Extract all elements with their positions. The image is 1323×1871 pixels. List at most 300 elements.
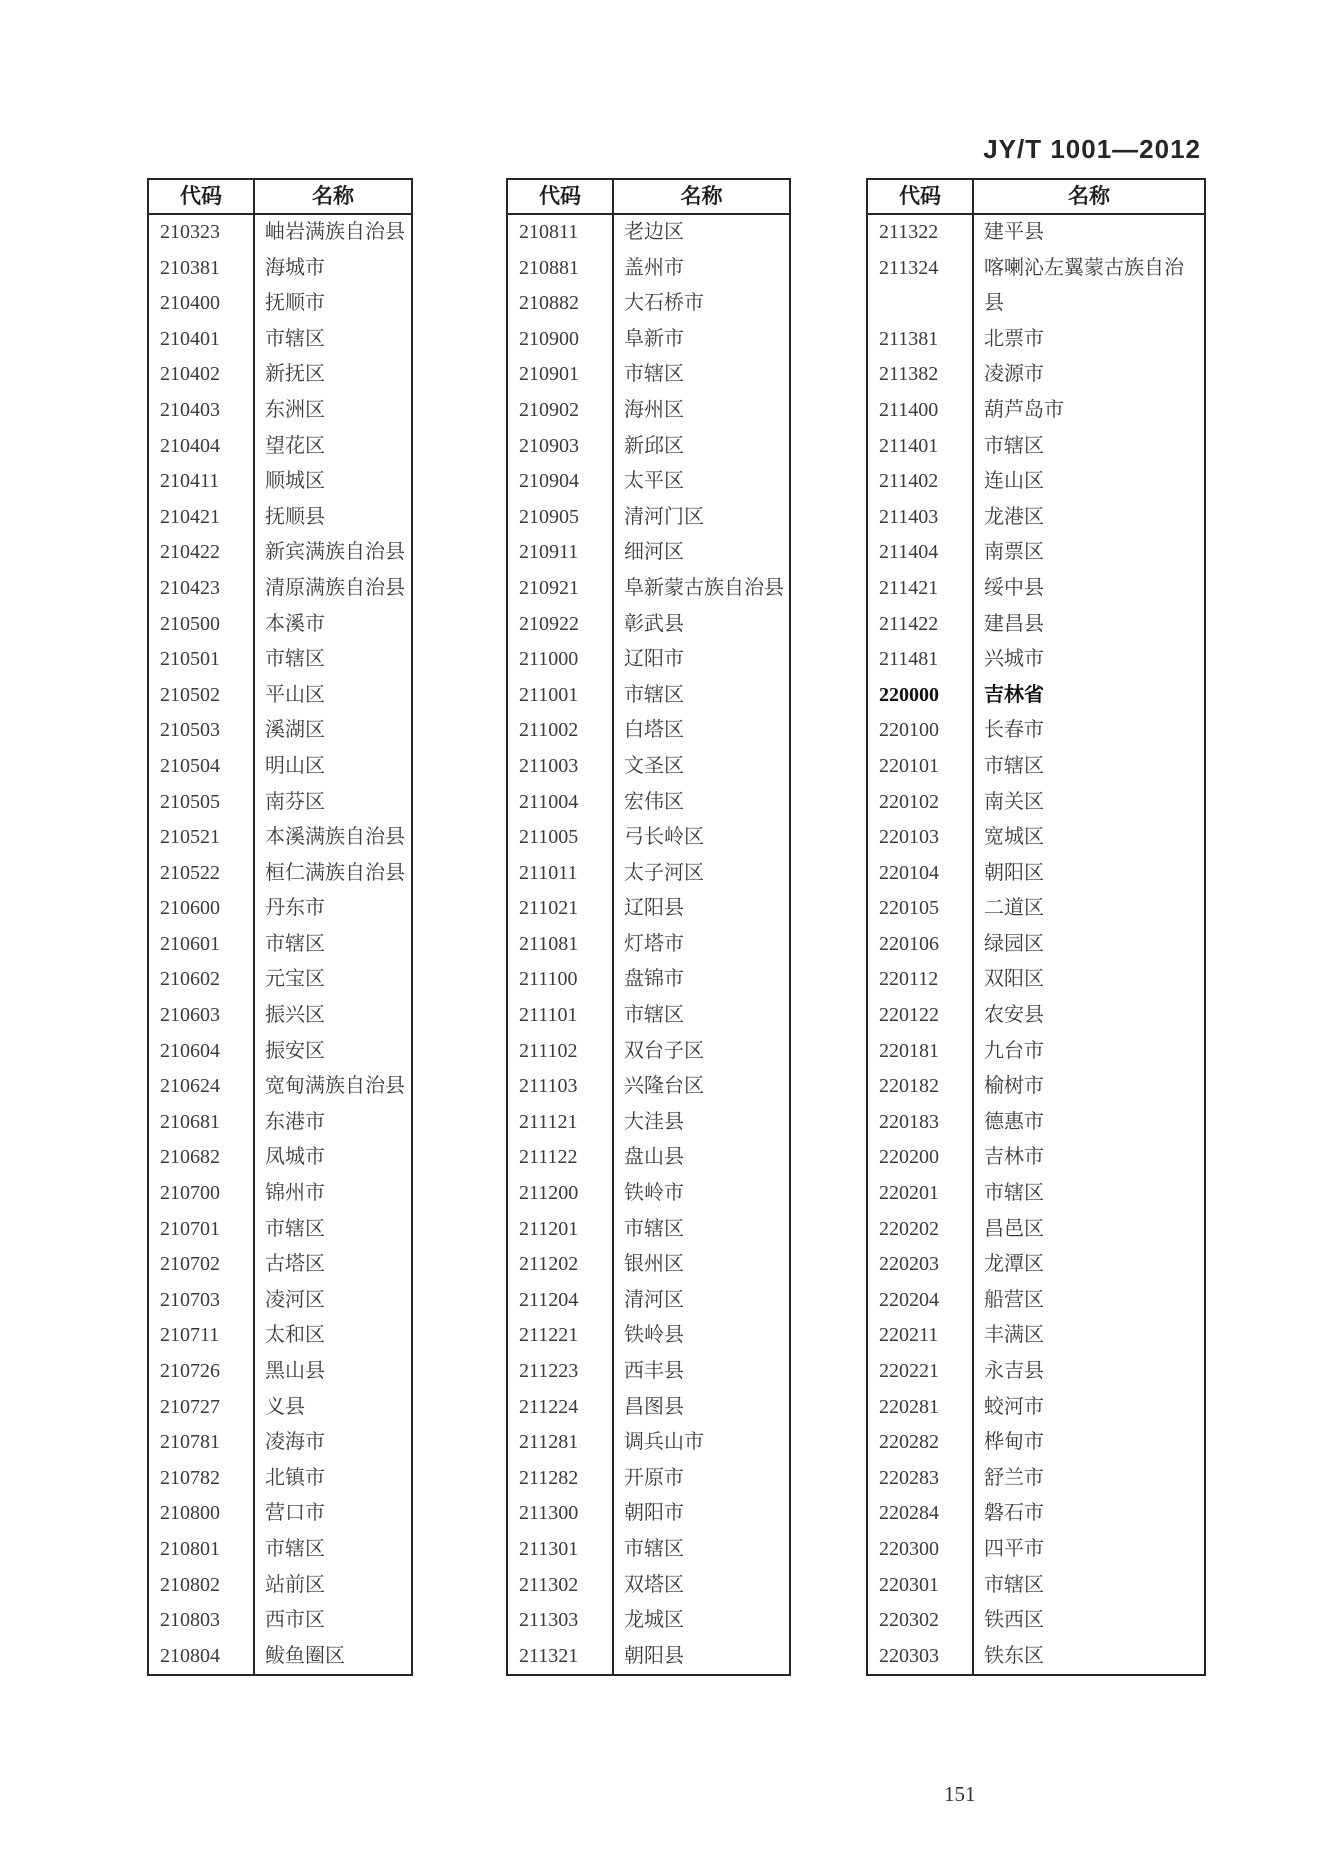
name-cell: 海州区 [624, 398, 684, 421]
code-cell: 210881 [508, 251, 614, 287]
name-cell: 宽城区 [984, 826, 1044, 849]
table-row [868, 607, 1204, 643]
name-cell: 黑山县 [265, 1360, 325, 1382]
table-row [508, 607, 789, 643]
name-cell: 喀喇沁左翼蒙古族自治县 [984, 256, 1184, 315]
code-cell: 210782 [149, 1461, 255, 1497]
name-cell: 义县 [265, 1395, 305, 1418]
code-cell: 211102 [508, 1034, 614, 1070]
table-row [149, 749, 411, 785]
table-row [149, 1568, 411, 1604]
table-row [868, 322, 1204, 358]
table-row [149, 357, 411, 393]
code-cell: 210411 [149, 464, 255, 500]
table-row [868, 1034, 1204, 1070]
code-cell: 211101 [508, 998, 614, 1034]
name-cell: 岫岩满族自治县 [265, 221, 405, 243]
table-row [868, 1069, 1204, 1105]
table-row [508, 1354, 789, 1390]
code-cell: 210503 [149, 713, 255, 749]
name-cell: 西丰县 [624, 1360, 684, 1382]
code-cell: 220104 [868, 856, 974, 892]
code-cell: 211421 [868, 571, 974, 607]
name-cell: 南关区 [984, 790, 1044, 813]
code-cell: 220106 [868, 927, 974, 963]
table-row [149, 607, 411, 643]
code-cell: 210803 [149, 1603, 255, 1639]
name-cell: 建平县 [984, 221, 1044, 243]
table-row [508, 1390, 789, 1426]
name-cell: 调兵山市 [624, 1431, 704, 1454]
code-cell: 211381 [868, 322, 974, 358]
name-cell: 明山区 [265, 754, 325, 777]
code-cell: 220200 [868, 1140, 974, 1176]
table-row [508, 1247, 789, 1283]
code-cell: 211404 [868, 535, 974, 571]
code-cell: 210703 [149, 1283, 255, 1319]
code-cell: 220122 [868, 998, 974, 1034]
name-cell: 桓仁满族自治县 [265, 861, 405, 884]
code-cell: 211281 [508, 1425, 614, 1461]
table-row [149, 500, 411, 536]
table-row [149, 1069, 411, 1105]
code-cell: 211004 [508, 785, 614, 821]
name-cell: 太子河区 [624, 861, 704, 884]
table-row [149, 215, 411, 251]
table-row [868, 1425, 1204, 1461]
name-cell: 昌图县 [624, 1395, 684, 1418]
code-cell: 211400 [868, 393, 974, 429]
code-cell: 210727 [149, 1390, 255, 1426]
name-cell: 盘山县 [624, 1146, 684, 1169]
code-cell: 211401 [868, 429, 974, 465]
table-row [149, 998, 411, 1034]
name-cell: 宽甸满族自治县 [265, 1075, 405, 1098]
name-cell: 磐石市 [984, 1502, 1044, 1525]
name-cell: 龙潭区 [984, 1253, 1044, 1276]
table-row [149, 251, 411, 287]
table-row [508, 1212, 789, 1248]
name-cell: 朝阳县 [624, 1644, 684, 1667]
name-cell: 四平市 [984, 1537, 1044, 1560]
code-cell: 210323 [149, 215, 255, 251]
name-column-header: 名称 [680, 185, 723, 208]
code-cell: 211324 [868, 251, 974, 322]
table-row [868, 856, 1204, 892]
name-cell: 铁西区 [984, 1609, 1044, 1632]
name-cell: 市辖区 [984, 434, 1044, 457]
name-cell: 九台市 [984, 1039, 1044, 1062]
name-cell: 阜新市 [624, 327, 684, 350]
code-cell: 211122 [508, 1140, 614, 1176]
name-cell: 兴隆台区 [624, 1075, 704, 1098]
code-cell: 211300 [508, 1496, 614, 1532]
name-cell: 市辖区 [624, 363, 684, 386]
table-row [868, 998, 1204, 1034]
code-cell: 211382 [868, 357, 974, 393]
code-cell: 211081 [508, 927, 614, 963]
table-row [508, 678, 789, 714]
table-row [868, 1568, 1204, 1604]
name-cell: 双塔区 [624, 1573, 684, 1596]
code-cell: 211200 [508, 1176, 614, 1212]
name-cell: 清原满族自治县 [265, 576, 405, 599]
table-body [149, 215, 411, 1674]
table-row [149, 1390, 411, 1426]
name-cell: 农安县 [984, 1004, 1044, 1027]
code-cell: 210624 [149, 1069, 255, 1105]
name-cell: 辽阳县 [624, 897, 684, 920]
code-cell: 210802 [149, 1568, 255, 1604]
name-cell: 辽阳市 [624, 648, 684, 671]
name-cell: 本溪满族自治县 [265, 826, 405, 849]
code-cell: 210902 [508, 393, 614, 429]
table-row [508, 357, 789, 393]
name-cell: 南芬区 [265, 790, 325, 813]
code-cell: 211223 [508, 1354, 614, 1390]
code-cell: 220000 [868, 678, 974, 714]
name-cell: 新邱区 [624, 434, 684, 457]
table-row [149, 322, 411, 358]
region-code-table-1 [147, 178, 413, 1676]
table-row [149, 1105, 411, 1141]
code-cell: 210423 [149, 571, 255, 607]
code-cell: 211021 [508, 891, 614, 927]
code-cell: 210702 [149, 1247, 255, 1283]
name-cell: 顺城区 [265, 470, 325, 493]
table-header-row [868, 180, 1204, 215]
table-row [149, 1461, 411, 1497]
name-cell: 双台子区 [624, 1039, 704, 1062]
code-cell: 211002 [508, 713, 614, 749]
table-row [868, 357, 1204, 393]
standard-code-header: JY/T 1001—2012 [983, 134, 1201, 164]
table-header-row [508, 180, 789, 215]
table-row [868, 571, 1204, 607]
code-cell: 220302 [868, 1603, 974, 1639]
code-cell: 211403 [868, 500, 974, 536]
table-row [868, 1283, 1204, 1319]
table-row [508, 785, 789, 821]
table-row [508, 856, 789, 892]
name-cell: 振兴区 [265, 1004, 325, 1027]
code-cell: 220102 [868, 785, 974, 821]
name-cell: 营口市 [265, 1502, 325, 1525]
table-row [868, 1212, 1204, 1248]
name-cell: 本溪市 [265, 612, 325, 635]
code-column-header: 代码 [868, 180, 974, 213]
table-row [508, 891, 789, 927]
table-row [508, 1639, 789, 1675]
code-cell: 210381 [149, 251, 255, 287]
name-cell: 永吉县 [984, 1360, 1044, 1382]
table-row [149, 891, 411, 927]
table-row [508, 251, 789, 287]
code-cell: 210903 [508, 429, 614, 465]
table-row [868, 1354, 1204, 1390]
code-cell: 210700 [149, 1176, 255, 1212]
code-cell: 220201 [868, 1176, 974, 1212]
name-cell: 凌源市 [984, 363, 1044, 386]
name-cell: 凌海市 [265, 1431, 325, 1454]
code-cell: 211282 [508, 1461, 614, 1497]
name-cell: 元宝区 [265, 968, 325, 991]
table-row [508, 1496, 789, 1532]
table-row [149, 1318, 411, 1354]
table-row [149, 785, 411, 821]
name-cell: 老边区 [624, 221, 684, 243]
code-cell: 210800 [149, 1496, 255, 1532]
table-body [508, 215, 789, 1674]
table-row [508, 1069, 789, 1105]
table-row [149, 856, 411, 892]
name-cell: 二道区 [984, 897, 1044, 920]
table-row [149, 535, 411, 571]
code-cell: 220183 [868, 1105, 974, 1141]
name-cell: 宏伟区 [624, 790, 684, 813]
name-cell: 榆树市 [984, 1075, 1044, 1098]
code-cell: 220303 [868, 1639, 974, 1675]
name-cell: 细河区 [624, 541, 684, 564]
code-cell: 210421 [149, 500, 255, 536]
table-row [149, 1247, 411, 1283]
name-column-header: 名称 [312, 185, 354, 208]
code-cell: 210911 [508, 535, 614, 571]
name-cell: 太和区 [265, 1324, 325, 1347]
name-cell: 大石桥市 [624, 292, 704, 315]
table-row [149, 1603, 411, 1639]
name-cell: 市辖区 [984, 1182, 1044, 1205]
name-cell: 白塔区 [624, 719, 684, 742]
table-row [868, 1603, 1204, 1639]
code-cell: 211322 [868, 215, 974, 251]
name-cell: 舒兰市 [984, 1466, 1044, 1489]
code-cell: 211224 [508, 1390, 614, 1426]
code-cell: 220105 [868, 891, 974, 927]
name-column-header: 名称 [1068, 185, 1110, 208]
table-row [508, 571, 789, 607]
code-cell: 210522 [149, 856, 255, 892]
table-row [508, 1283, 789, 1319]
name-cell: 丹东市 [265, 897, 325, 920]
code-cell: 210404 [149, 429, 255, 465]
name-cell: 锦州市 [265, 1182, 325, 1205]
table-row [149, 642, 411, 678]
name-cell: 东港市 [265, 1110, 325, 1133]
code-cell: 220283 [868, 1461, 974, 1497]
name-cell: 铁岭县 [624, 1324, 684, 1347]
name-cell: 德惠市 [984, 1110, 1044, 1133]
table-row [508, 749, 789, 785]
name-cell: 桦甸市 [984, 1431, 1044, 1454]
code-cell: 220282 [868, 1425, 974, 1461]
table-row [149, 1283, 411, 1319]
table-row [868, 1140, 1204, 1176]
table-row [868, 1461, 1204, 1497]
table-row [508, 998, 789, 1034]
code-cell: 211121 [508, 1105, 614, 1141]
table-row [508, 322, 789, 358]
name-cell: 朝阳市 [624, 1502, 684, 1525]
name-cell: 市辖区 [624, 1217, 684, 1240]
table-row [508, 1532, 789, 1568]
name-cell: 长春市 [984, 719, 1044, 742]
table-row [868, 1639, 1204, 1675]
table-row [508, 464, 789, 500]
table-row [508, 1034, 789, 1070]
name-cell: 朝阳区 [984, 861, 1044, 884]
code-cell: 211202 [508, 1247, 614, 1283]
name-cell: 站前区 [265, 1573, 325, 1596]
table-row [149, 927, 411, 963]
code-cell: 211422 [868, 607, 974, 643]
code-column-header: 代码 [149, 180, 255, 213]
table-row [149, 429, 411, 465]
table-row [508, 1176, 789, 1212]
name-cell: 连山区 [984, 470, 1044, 493]
table-row [508, 429, 789, 465]
table-row [149, 820, 411, 856]
name-cell: 古塔区 [265, 1253, 325, 1276]
name-cell: 抚顺县 [265, 505, 325, 528]
name-cell: 开原市 [624, 1466, 684, 1489]
name-cell: 东洲区 [265, 398, 325, 421]
table-row [508, 1568, 789, 1604]
name-cell: 市辖区 [984, 1573, 1044, 1596]
code-cell: 210921 [508, 571, 614, 607]
name-cell: 太平区 [624, 470, 684, 493]
name-cell: 凤城市 [265, 1146, 325, 1169]
table-row [508, 820, 789, 856]
table-row [508, 1140, 789, 1176]
name-cell: 南票区 [984, 541, 1044, 564]
name-cell: 市辖区 [265, 1217, 325, 1240]
table-row [868, 1496, 1204, 1532]
code-cell: 210905 [508, 500, 614, 536]
code-cell: 210400 [149, 286, 255, 322]
name-cell: 盖州市 [624, 256, 684, 279]
table-row [149, 1496, 411, 1532]
table-row [508, 535, 789, 571]
table-row [508, 393, 789, 429]
name-cell: 昌邑区 [984, 1217, 1044, 1240]
name-cell: 北票市 [984, 327, 1044, 350]
code-cell: 210681 [149, 1105, 255, 1141]
code-cell: 211201 [508, 1212, 614, 1248]
table-row [508, 713, 789, 749]
table-row [149, 1176, 411, 1212]
table-row [508, 215, 789, 251]
table-row [508, 1603, 789, 1639]
name-cell: 文圣区 [624, 754, 684, 777]
code-cell: 220100 [868, 713, 974, 749]
name-cell: 葫芦岛市 [984, 398, 1064, 421]
code-cell: 210601 [149, 927, 255, 963]
code-cell: 210701 [149, 1212, 255, 1248]
table-row [149, 1034, 411, 1070]
code-cell: 210900 [508, 322, 614, 358]
code-cell: 210922 [508, 607, 614, 643]
table-row [508, 1461, 789, 1497]
code-cell: 220182 [868, 1069, 974, 1105]
name-cell: 溪湖区 [265, 719, 325, 742]
name-cell: 吉林省 [984, 683, 1044, 706]
table-row [868, 1318, 1204, 1354]
code-cell: 211100 [508, 962, 614, 998]
code-cell: 210600 [149, 891, 255, 927]
code-cell: 220281 [868, 1390, 974, 1426]
table-row [868, 1105, 1204, 1141]
code-cell: 210602 [149, 962, 255, 998]
code-cell: 210726 [149, 1354, 255, 1390]
name-cell: 新抚区 [265, 363, 325, 386]
name-cell: 龙城区 [624, 1609, 684, 1632]
table-row [508, 1425, 789, 1461]
name-cell: 振安区 [265, 1039, 325, 1062]
name-cell: 市辖区 [265, 932, 325, 955]
name-cell: 市辖区 [624, 683, 684, 706]
name-cell: 铁岭市 [624, 1182, 684, 1205]
table-row [868, 1176, 1204, 1212]
code-cell: 210403 [149, 393, 255, 429]
code-cell: 210682 [149, 1140, 255, 1176]
table-row [868, 678, 1204, 714]
code-cell: 211303 [508, 1603, 614, 1639]
name-cell: 凌河区 [265, 1288, 325, 1311]
code-cell: 220203 [868, 1247, 974, 1283]
name-cell: 西市区 [265, 1609, 325, 1632]
code-cell: 220204 [868, 1283, 974, 1319]
code-cell: 210811 [508, 215, 614, 251]
table-row [149, 1425, 411, 1461]
name-cell: 弓长岭区 [624, 826, 704, 849]
name-cell: 银州区 [624, 1253, 684, 1276]
table-row [149, 1354, 411, 1390]
name-cell: 铁东区 [984, 1644, 1044, 1667]
name-cell: 船营区 [984, 1288, 1044, 1311]
table-row [868, 891, 1204, 927]
name-cell: 兴城市 [984, 648, 1044, 671]
table-row [149, 713, 411, 749]
name-cell: 绥中县 [984, 576, 1044, 599]
table-row [868, 500, 1204, 536]
table-row [149, 1212, 411, 1248]
table-row [868, 962, 1204, 998]
name-cell: 蛟河市 [984, 1395, 1044, 1418]
table-row [868, 785, 1204, 821]
table-body [868, 215, 1204, 1674]
code-cell: 210804 [149, 1639, 255, 1675]
code-cell: 220221 [868, 1354, 974, 1390]
code-cell: 211003 [508, 749, 614, 785]
table-row [149, 393, 411, 429]
table-row [149, 286, 411, 322]
table-row [508, 1318, 789, 1354]
table-row [868, 642, 1204, 678]
code-cell: 211001 [508, 678, 614, 714]
code-cell: 211301 [508, 1532, 614, 1568]
code-column-header: 代码 [508, 180, 614, 213]
code-cell: 220300 [868, 1532, 974, 1568]
code-cell: 211321 [508, 1639, 614, 1675]
name-cell: 龙港区 [984, 505, 1044, 528]
table-row [868, 927, 1204, 963]
table-row [149, 1639, 411, 1675]
code-cell: 210500 [149, 607, 255, 643]
name-cell: 建昌县 [984, 612, 1044, 635]
name-cell: 抚顺市 [265, 292, 325, 315]
table-row [868, 1390, 1204, 1426]
